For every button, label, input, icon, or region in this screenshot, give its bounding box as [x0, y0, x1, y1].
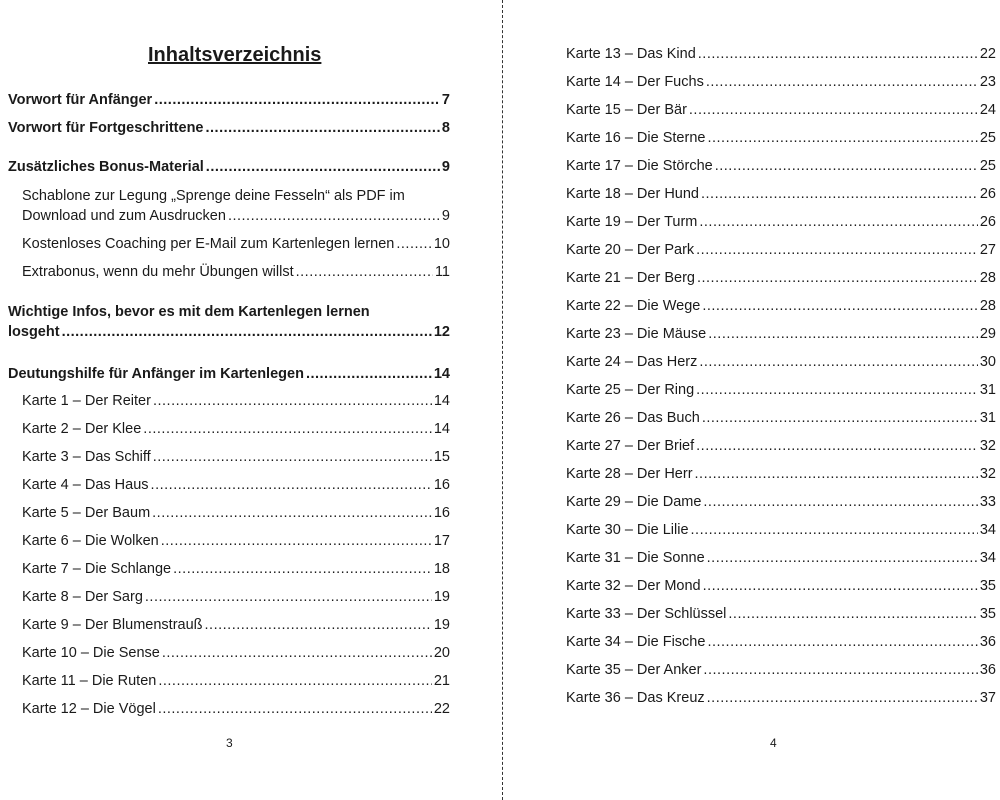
toc-card-10[interactable]: [22, 643, 450, 663]
toc-entry-page: 29: [979, 326, 996, 342]
toc-card-33[interactable]: [566, 604, 996, 624]
leader-dots: [702, 408, 978, 428]
toc-entry-page: 26: [979, 214, 996, 230]
toc-entry-page: 14: [433, 421, 450, 437]
toc-entry-label: Karte 3 – Das Schiff: [22, 449, 151, 465]
toc-entry-page: 16: [433, 505, 450, 521]
leader-dots: [696, 240, 978, 260]
right-page: [504, 0, 1000, 800]
toc-entry-page: 28: [979, 298, 996, 314]
toc-entry-page: 35: [979, 606, 996, 622]
toc-entry-page: 31: [979, 382, 996, 398]
toc-entry-bonus-material[interactable]: [8, 157, 450, 177]
toc-entry-page: 27: [979, 242, 996, 258]
toc-entry-page: 32: [979, 466, 996, 482]
toc-card-16[interactable]: [566, 128, 996, 148]
toc-entry-page: 17: [433, 533, 450, 549]
toc-entry-label: Karte 4 – Das Haus: [22, 477, 149, 493]
toc-entry-label-line1: Schablone zur Legung „Sprenge deine Fesseln“ als PDF im: [22, 188, 405, 204]
toc-card-6[interactable]: [22, 531, 450, 551]
toc-entry-label: Vorwort für Fortgeschrittene: [8, 120, 204, 136]
toc-entry-label: Karte 16 – Die Sterne: [566, 130, 706, 146]
toc-entry-page: 31: [979, 410, 996, 426]
leader-dots: [206, 157, 440, 177]
toc-card-22[interactable]: [566, 296, 996, 316]
toc-entry-page: 32: [979, 438, 996, 454]
toc-entry-label: Karte 6 – Die Wolken: [22, 533, 159, 549]
leader-dots: [707, 688, 978, 708]
toc-card-30[interactable]: [566, 520, 996, 540]
toc-card-4[interactable]: [22, 475, 450, 495]
toc-entry-label: Karte 23 – Die Mäuse: [566, 326, 707, 342]
toc-entry-page: 21: [433, 673, 450, 689]
leader-dots: [707, 128, 977, 148]
toc-entry-extrabonus[interactable]: [22, 262, 450, 282]
leader-dots: [707, 548, 978, 568]
toc-card-23[interactable]: [566, 324, 996, 344]
toc-card-5[interactable]: [22, 503, 450, 523]
toc-entry-label: Karte 20 – Der Park: [566, 242, 695, 258]
leader-dots: [706, 72, 978, 92]
page-number: 3: [226, 736, 233, 750]
toc-entry-vorwort-anfaenger[interactable]: [8, 90, 450, 110]
toc-entry-page: 23: [979, 74, 996, 90]
toc-entry-label: Zusätzliches Bonus-Material: [8, 159, 204, 175]
toc-entry-label: Karte 31 – Die Sonne: [566, 550, 705, 566]
leader-dots: [153, 447, 432, 467]
toc-entry-label: Karte 15 – Der Bär: [566, 102, 687, 118]
toc-card-17[interactable]: [566, 156, 996, 176]
leader-dots: [154, 90, 440, 110]
leader-dots: [707, 632, 977, 652]
toc-entry-label: Karte 9 – Der Blumenstrauß: [22, 617, 203, 633]
toc-entry-label: Karte 10 – Die Sense: [22, 645, 160, 661]
toc-entry-coaching[interactable]: [22, 234, 450, 254]
toc-entry-page: 11: [434, 264, 450, 280]
toc-card-7[interactable]: [22, 559, 450, 579]
toc-card-25[interactable]: [566, 380, 996, 400]
toc-entry-label: Karte 30 – Die Lilie: [566, 522, 689, 538]
leader-dots: [228, 206, 440, 226]
toc-card-11[interactable]: [22, 671, 450, 691]
toc-entry-page: 7: [441, 92, 450, 108]
page-divider: [502, 0, 503, 800]
toc-entry-page: 12: [433, 324, 450, 340]
toc-entry-page: 14: [433, 393, 450, 409]
toc-entry-page: 22: [979, 46, 996, 62]
toc-entry-page: 16: [433, 477, 450, 493]
leader-dots: [158, 699, 432, 719]
toc-entry-page: 9: [441, 159, 450, 175]
leader-dots: [689, 100, 978, 120]
toc-entry-label: Extrabonus, wenn du mehr Übungen willst: [22, 264, 294, 280]
leader-dots: [696, 380, 978, 400]
leader-dots: [715, 156, 978, 176]
page-number: 4: [770, 736, 777, 750]
leader-dots: [153, 391, 432, 411]
leader-dots: [152, 503, 432, 523]
toc-entry-page: 25: [979, 158, 996, 174]
leader-dots: [691, 520, 978, 540]
toc-card-12[interactable]: [22, 699, 450, 719]
toc-entry-label: Kostenloses Coaching per E-Mail zum Kartenlegen lernen: [22, 236, 395, 252]
toc-card-29[interactable]: [566, 492, 996, 512]
toc-entry-label: Vorwort für Anfänger: [8, 92, 153, 108]
toc-entry-label: Karte 12 – Die Vögel: [22, 701, 156, 717]
toc-entry-label: Karte 13 – Das Kind: [566, 46, 696, 62]
toc-card-31[interactable]: [566, 548, 996, 568]
leader-dots: [162, 643, 432, 663]
toc-entry-page: 22: [433, 701, 450, 717]
toc-entry-label: Karte 32 – Der Mond: [566, 578, 701, 594]
leader-dots: [698, 44, 978, 64]
toc-entry-label: Karte 24 – Das Herz: [566, 354, 698, 370]
leader-dots: [699, 352, 977, 372]
toc-entry-page: 37: [979, 690, 996, 706]
toc-title: Inhaltsverzeichnis: [148, 44, 322, 66]
leader-dots: [702, 296, 978, 316]
toc-entry-page: 26: [979, 186, 996, 202]
toc-card-15[interactable]: [566, 100, 996, 120]
toc-card-24[interactable]: [566, 352, 996, 372]
toc-card-35[interactable]: [566, 660, 996, 680]
toc-card-2[interactable]: [22, 419, 450, 439]
toc-entry-page: 28: [979, 270, 996, 286]
toc-entry-label-line2: Download und zum Ausdrucken: [22, 208, 226, 224]
toc-entry-label-line1: Wichtige Infos, bevor es mit dem Kartenlegen lernen: [8, 304, 370, 320]
toc-entry-label: Karte 28 – Der Herr: [566, 466, 693, 482]
toc-card-3[interactable]: [22, 447, 450, 467]
toc-entry-label: Karte 21 – Der Berg: [566, 270, 695, 286]
toc-entry-label: Karte 22 – Die Wege: [566, 298, 701, 314]
toc-entry-label: Karte 17 – Die Störche: [566, 158, 713, 174]
toc-entry-page: 10: [433, 236, 450, 252]
toc-entry-label: Karte 2 – Der Klee: [22, 421, 142, 437]
toc-card-8[interactable]: [22, 587, 450, 607]
toc-card-18[interactable]: [566, 184, 996, 204]
leader-dots: [703, 576, 978, 596]
toc-entry-page: 19: [433, 589, 450, 605]
leader-dots: [708, 324, 978, 344]
toc-entry-page: 20: [433, 645, 450, 661]
leader-dots: [703, 492, 977, 512]
toc-entry-page: 19: [433, 617, 450, 633]
leader-dots: [151, 475, 432, 495]
leader-dots: [728, 604, 977, 624]
toc-entry-page: 15: [433, 449, 450, 465]
leader-dots: [396, 234, 431, 254]
leader-dots: [143, 419, 432, 439]
toc-card-36[interactable]: [566, 688, 996, 708]
leader-dots: [161, 531, 432, 551]
toc-card-20[interactable]: [566, 240, 996, 260]
toc-entry-page: 24: [979, 102, 996, 118]
toc-entry-label: Karte 18 – Der Hund: [566, 186, 699, 202]
toc-entry-vorwort-fortgeschrittene[interactable]: [8, 118, 450, 138]
toc-entry-label: Karte 11 – Die Ruten: [22, 673, 157, 689]
toc-entry-label: Karte 1 – Der Reiter: [22, 393, 151, 409]
toc-entry-page: 18: [433, 561, 450, 577]
toc-card-34[interactable]: [566, 632, 996, 652]
leader-dots: [701, 184, 978, 204]
toc-card-27[interactable]: [566, 436, 996, 456]
toc-entry-page: 35: [979, 578, 996, 594]
toc-card-26[interactable]: [566, 408, 996, 428]
toc-entry-label: Karte 34 – Die Fische: [566, 634, 706, 650]
toc-card-32[interactable]: [566, 576, 996, 596]
leader-dots: [206, 118, 440, 138]
toc-entry-page: 30: [979, 354, 996, 370]
toc-entry-label: Karte 35 – Der Anker: [566, 662, 702, 678]
toc-card-9[interactable]: [22, 615, 450, 635]
toc-entry-page: 34: [979, 550, 996, 566]
toc-card-19[interactable]: [566, 212, 996, 232]
toc-entry-label: Karte 36 – Das Kreuz: [566, 690, 705, 706]
leader-dots: [696, 436, 978, 456]
toc-entry-page: 33: [979, 494, 996, 510]
leader-dots: [695, 464, 978, 484]
toc-entry-page: 14: [433, 366, 450, 382]
toc-entry-label: Karte 19 – Der Turm: [566, 214, 698, 230]
toc-entry-page: 8: [441, 120, 450, 136]
toc-card-21[interactable]: [566, 268, 996, 288]
leader-dots: [158, 671, 432, 691]
leader-dots: [296, 262, 433, 282]
toc-entry-page: 34: [979, 522, 996, 538]
leader-dots: [173, 559, 432, 579]
leader-dots: [697, 268, 978, 288]
toc-entry-label: Karte 14 – Der Fuchs: [566, 74, 704, 90]
toc-card-28[interactable]: [566, 464, 996, 484]
leader-dots: [699, 212, 978, 232]
toc-entry-page: 25: [979, 130, 996, 146]
toc-entry-label: Karte 33 – Der Schlüssel: [566, 606, 727, 622]
toc-card-1[interactable]: [22, 391, 450, 411]
toc-entry-label: Karte 25 – Der Ring: [566, 382, 695, 398]
toc-entry-label: Karte 5 – Der Baum: [22, 505, 151, 521]
toc-entry-label: Karte 29 – Die Dame: [566, 494, 702, 510]
leader-dots: [306, 364, 432, 384]
toc-card-13[interactable]: [566, 44, 996, 64]
toc-entry-label: Karte 7 – Die Schlange: [22, 561, 172, 577]
toc-entry-label: Karte 8 – Der Sarg: [22, 589, 143, 605]
toc-entry-page: 9: [441, 208, 450, 224]
toc-card-14[interactable]: [566, 72, 996, 92]
leader-dots: [205, 615, 432, 635]
toc-entry-deutungshilfe[interactable]: [8, 364, 450, 384]
leader-dots: [145, 587, 432, 607]
toc-entry-label: Karte 27 – Der Brief: [566, 438, 695, 454]
toc-entry-label: Karte 26 – Das Buch: [566, 410, 700, 426]
toc-entry-page: 36: [979, 662, 996, 678]
leader-dots: [62, 322, 432, 342]
toc-entry-schablone[interactable]: [22, 186, 450, 226]
toc-entry-label: Deutungshilfe für Anfänger im Kartenlegen: [8, 366, 304, 382]
toc-entry-page: 36: [979, 634, 996, 650]
toc-entry-wichtige-infos[interactable]: [8, 302, 450, 342]
toc-entry-label-line2: losgeht: [8, 324, 60, 340]
leader-dots: [703, 660, 977, 680]
